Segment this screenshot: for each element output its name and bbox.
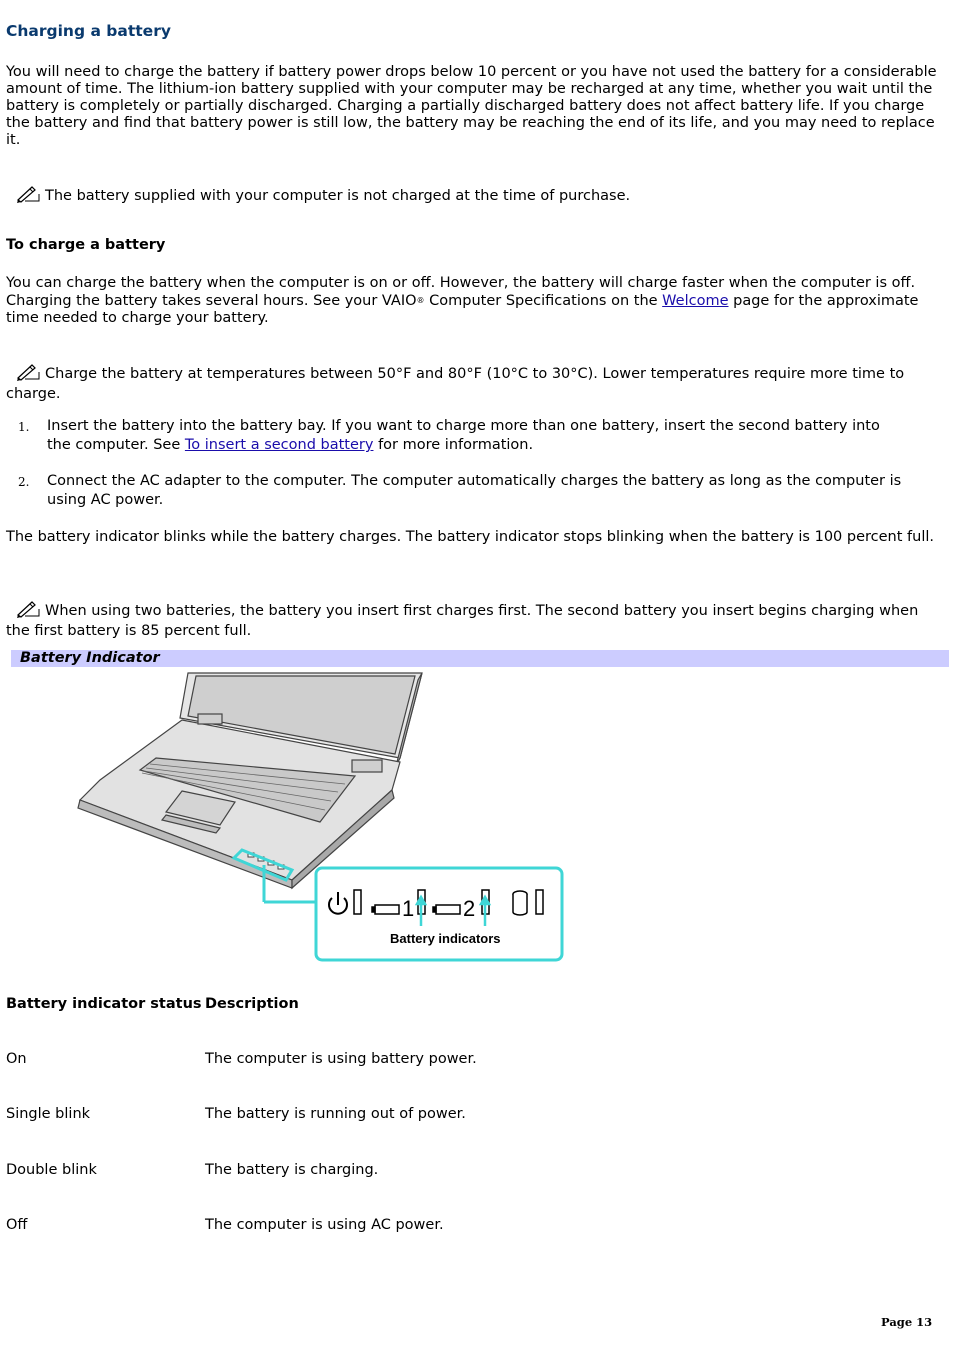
callout-number-2: 2 <box>463 896 476 921</box>
intro-paragraph: You will need to charge the battery if battery power drops below 10 percent or you have not used the battery for a considerable amount of time. The lithium-ion battery supplied with your computer may be recharged at any time, whether you wait until the battery is completely or partially discharged. Charging a partially discharged battery does not affect battery life. If you charge the battery and find that battery power is still low, the battery may be reaching the end of its life, and you may need to replace it. <box>6 64 937 148</box>
battery-1-icon <box>372 905 399 914</box>
callout-number-1: 1 <box>402 896 415 921</box>
registered-mark: ® <box>416 296 425 305</box>
step-2: Connect the AC adapter to the computer. The computer automatically charges the battery as long as the computer is using AC power. <box>47 473 902 508</box>
note-text: The battery supplied with your computer is not charged at the time of purchase. <box>45 188 631 204</box>
pencil-note-icon <box>16 185 41 208</box>
table-cell-status: On <box>6 1051 27 1067</box>
step-1 <box>47 417 907 455</box>
note-temperature <box>6 363 946 403</box>
charge-text-after: page for the approximate time needed to charge your battery. <box>6 293 919 326</box>
page-title: Charging a battery <box>6 22 171 40</box>
step-1-text-after: for more information. <box>373 437 534 453</box>
charge-text-middle: Computer Specifications on the <box>424 293 663 309</box>
table-header-status: Battery indicator status <box>6 996 202 1012</box>
callout-label: Battery indicators <box>390 931 501 946</box>
table-cell-status: Off <box>6 1217 28 1233</box>
welcome-link[interactable]: Welcome <box>662 293 729 309</box>
pencil-note-icon <box>16 363 41 386</box>
step-number: 2. <box>18 475 30 489</box>
table-header-description: Description <box>205 996 299 1012</box>
figure-caption: Battery Indicator <box>20 650 160 666</box>
charge-paragraph <box>6 275 946 327</box>
step-number: 1. <box>18 420 30 434</box>
battery-2-icon <box>433 905 460 914</box>
charge-text-before: You can charge the battery when the computer is on or off. However, the battery will charge faster when the computer is off. Charging the battery takes several hours. See your VAIO <box>6 275 916 309</box>
table-cell-description: The computer is using AC power. <box>205 1217 444 1233</box>
insert-second-battery-link[interactable]: To insert a second battery <box>184 437 374 453</box>
table-cell-description: The computer is using battery power. <box>205 1051 477 1067</box>
table-cell-description: The battery is charging. <box>205 1162 379 1178</box>
pencil-note-icon <box>16 600 41 623</box>
note-two-batteries <box>6 600 946 640</box>
table-cell-status: Double blink <box>6 1162 97 1178</box>
table-cell-description: The battery is running out of power. <box>205 1106 466 1122</box>
step-1-text: Insert the battery into the battery bay. If you want to charge more than one battery, insert the second battery into the computer. See <box>47 418 880 453</box>
note-text: When using two batteries, the battery you insert first charges first. The second battery you insert begins charging when the first battery is 85 percent full. <box>6 603 919 639</box>
table-cell-status: Single blink <box>6 1106 91 1122</box>
disk-drive-icon <box>513 891 527 915</box>
note-purchase <box>16 185 954 208</box>
subheading: To charge a battery <box>6 237 166 253</box>
figure-caption-band <box>11 650 949 667</box>
battery-indicator-illustration <box>70 670 570 971</box>
page-number: Page 13 <box>881 1315 933 1329</box>
blink-paragraph: The battery indicator blinks while the battery charges. The battery indicator stops blinking when the battery is 100 percent full. <box>6 529 934 545</box>
note-text: Charge the battery at temperatures between 50°F and 80°F (10°C to 30°C). Lower temperatures require more time to charge. <box>6 366 905 402</box>
